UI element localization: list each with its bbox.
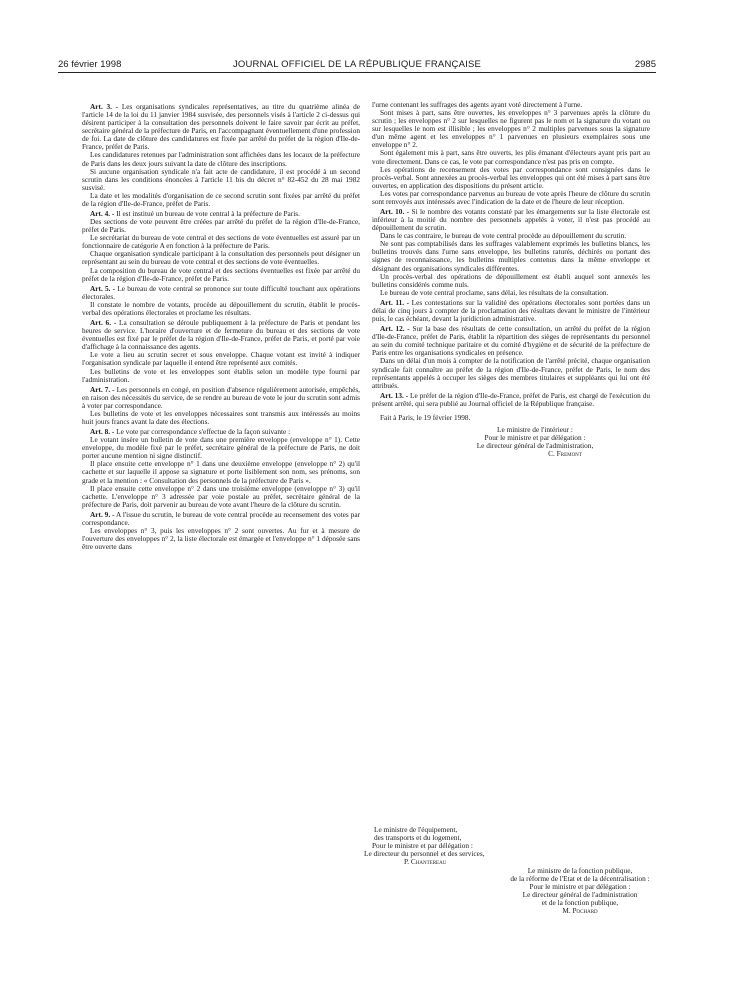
- article-label: Art. 4. -: [90, 209, 115, 219]
- header-rule: [58, 72, 656, 73]
- paragraph-text: Les organisations syndicales représentatives, au titre du quatrième alinéa de l'article 14 de la loi du 11 janvier 1984 susvisée, des personnels visés à l'article 2 ci-dessus qui désirent participer à la consultation des personnels doivent le faire savoir par écrit au préfet, secrétaire général de la préfecture de Paris, en l'accompagnant éventuellement d'une profession de foi. La date de clôture des candidatures est fixée par arrêté du préfet de la région d'Ile-de-France, préfet de Paris.: [82, 102, 360, 152]
- article-label: Art. 11. -: [380, 297, 410, 307]
- body-paragraph: [82, 267, 360, 283]
- paragraph-text: Dans un délai d'un mois à compter de la notification de l'arrêté précité, chaque organisation syndicale fait connaître au préfet de la région d'Ile-de-France, préfet de Paris, le nom des représentants appelés à occuper les sièges des membres titulaires et suppléants qui lui ont été attribués.: [372, 356, 650, 390]
- article-label: Art. 6. -: [90, 318, 117, 328]
- paragraph-text: Les votes par correspondance parvenus au bureau de vote après l'heure de clôture du scrutin sont renvoyés aux intéressés avec l'indication de la date et de l'heure de leur réception.: [372, 188, 650, 206]
- body-paragraph: [372, 273, 650, 289]
- article-label: Art. 12. -: [380, 324, 410, 334]
- article-paragraph: [82, 285, 360, 301]
- paragraph-text: Il constate le nombre de votants, procède au dépouillement du scrutin, établit le procès-verbal des opérations électorales et proclame les résultats.: [82, 299, 360, 317]
- article-paragraph: [82, 386, 360, 410]
- signature-interior: [372, 426, 650, 458]
- body-paragraph: [82, 460, 360, 484]
- paragraph-text: Le préfet de la région d'Ile-de-France, préfet de Paris, est chargé de l'exécution du présent arrêté, qui sera publié au Journal officiel de la République française.: [372, 390, 650, 408]
- paragraph-text: Les contestations sur la validité des opérations électorales sont portées dans un délai de cinq jours à compter de la proclamation des résultats devant le ministre de l'intérieur puis, le cas échéant, devant la juridiction administrative.: [372, 297, 650, 324]
- paragraph-text: La date et les modalités d'organisation de ce second scrutin sont fixées par arrêté du préfet de la région d'Ile-de-France, préfet de Paris.: [82, 190, 360, 208]
- signature-equipment: [364, 825, 524, 867]
- article-label: Art. 13. -: [380, 390, 409, 400]
- paragraph-text: Sur la base des résultats de cette consultation, un arrêté du préfet de la région d'Ile-de-France, préfet de Paris, établit la répartition des sièges de représentants du personnel au sein du comité technique paritaire et du comité d'hygiène et de sécurité de la préfecture de Paris entre les organisations syndicales en présence.: [372, 324, 651, 358]
- article-paragraph: [82, 319, 360, 351]
- paragraph-text: Le vote par correspondance s'effectue de la façon suivante :: [116, 427, 291, 437]
- header-page-number: 2985: [634, 59, 656, 70]
- article-paragraph: [372, 208, 650, 232]
- paragraph-text: Le bureau de vote central se prononce sur toute difficulté touchant aux opérations électorales.: [82, 283, 360, 301]
- header-journal-title: JOURNAL OFFICIEL DE LA RÉPUBLIQUE FRANÇAISE: [232, 59, 482, 70]
- sig2-line4: Le directeur du personnel et des services,: [364, 849, 485, 859]
- right-column: [372, 101, 650, 458]
- sig3-line2: de la réforme de l'Etat et de la décentralisation :: [510, 874, 650, 884]
- paragraph-text: Le secrétariat du bureau de vote central et des sections de vote éventuelles est assuré par un fonctionnaire de catégorie A en fonction à la préfecture de Paris.: [82, 233, 360, 251]
- article-label: Art. 8. -: [90, 427, 115, 437]
- sig3-line4: Le directeur général de l'administration: [522, 890, 638, 900]
- sig2-line3: Pour le ministre et par délégation :: [372, 841, 473, 851]
- paragraph-text: Sont également mis à part, sans être ouverts, les plis émanant d'électeurs ayant pris part au vote directement. Dans ce cas, le vote par correspondance n'est pas pris en compte.: [372, 148, 650, 166]
- body-paragraph: [82, 218, 360, 234]
- sig2-name: P. Chantereau: [404, 857, 447, 867]
- body-paragraph: [372, 357, 650, 389]
- body-paragraph: [372, 149, 650, 165]
- body-paragraph: [82, 151, 360, 167]
- article-label: Art. 7. -: [90, 384, 115, 394]
- paragraph-text: Il est institué un bureau de vote central à la préfecture de Paris.: [116, 209, 300, 219]
- paragraph-text: Les bulletins de vote et les enveloppes nécessaires sont transmis aux intéressés au moins huit jours francs avant la date des élections.: [82, 408, 360, 426]
- article-paragraph: [372, 392, 650, 408]
- sig3-name: M. Pochard: [562, 906, 598, 916]
- paragraph-text: Les enveloppes n° 3, puis les enveloppes n° 2 sont ouvertes. Au fur et à mesure de l'ouverture des enveloppes n° 2, la liste électorale est émargée et l'enveloppe n° 1 déposée sans être ouverte dans: [82, 525, 360, 552]
- sig1-line3: Le directeur général de l'administration,: [476, 441, 594, 451]
- sig2-line2: des transports et du logement,: [374, 833, 462, 843]
- body-paragraph: [82, 250, 360, 266]
- article-paragraph: [82, 103, 360, 151]
- paragraph-text: Chaque organisation syndicale participant à la consultation des personnels peut désigner un représentant au sein du bureau de vote central et des sections de vote éventuelles.: [82, 249, 360, 267]
- body-paragraph: [82, 301, 360, 317]
- body-paragraph: [372, 289, 650, 297]
- sig2-line1: Le ministre de l'équipement,: [374, 825, 458, 834]
- sig3-line1: Le ministre de la fonction publique,: [527, 866, 633, 875]
- sig3-line3: Pour le ministre et par délégation :: [529, 882, 631, 892]
- paragraph-text: Dans le cas contraire, le bureau de vote central procède au dépouillement du scrutin.: [380, 231, 627, 241]
- paragraph-text: Ne sont pas comptabilisés dans les suffrages valablement exprimés les bulletins blancs, les bulletins trouvés dans l'urne sans enveloppe, les bulletins raturés, déchirés ou portant des signes de reconnaissance, les bulletins multiples contenus dans la même enveloppe et désignant des organisations syndicales différentes.: [372, 239, 650, 273]
- article-label: Art. 3. -: [90, 102, 119, 111]
- paragraph-text: Le votant insère un bulletin de vote dans une première enveloppe (enveloppe n° 1). Cette enveloppe, du modèle fixé par le préfet, secrétaire général de la préfecture de Paris, ne doit porter aucune mention ni signe distinctif.: [82, 435, 360, 461]
- paragraph-text: Les bulletins de vote et les enveloppes sont établis selon un modèle type fourni par l'administration.: [82, 366, 360, 384]
- body-paragraph: [82, 168, 360, 192]
- article-paragraph: [372, 325, 650, 357]
- paragraph-text: Un procès-verbal des opérations de dépouillement est établi auquel sont annexés les bulletins considérés comme nuls.: [372, 271, 650, 289]
- article-label: Art. 9. -: [90, 509, 115, 519]
- body-paragraph: [372, 190, 650, 206]
- header-date: 26 février 1998: [58, 59, 122, 70]
- sig1-line2: Pour le ministre et par délégation :: [484, 433, 586, 443]
- page-header: [58, 59, 656, 71]
- body-paragraph: [82, 368, 360, 384]
- paragraph-text: l'urne contenant les suffrages des agents ayant voté directement à l'urne.: [372, 100, 583, 109]
- body-paragraph: [372, 109, 650, 149]
- paragraph-text: Le bureau de vote central proclame, sans délai, les résultats de la consultation.: [380, 287, 609, 297]
- sig1-line1: Le ministre de l'intérieur :: [497, 424, 573, 434]
- paragraph-text: Il place ensuite cette enveloppe n° 1 dans une deuxième enveloppe (enveloppe n° 2) qu'il cachette et sur laquelle il appose sa signature et porte lisiblement son nom, ses prénoms, son grade et la mention : « Consultation des personnels de la préfecture de Paris ».: [82, 459, 360, 485]
- article-paragraph: [372, 299, 650, 323]
- paragraph-text: La consultation se déroule publiquement à la préfecture de Paris et pendant les heures de service. L'horaire d'ouverture et de fermeture du bureau et des sections de vote éventuelles est fixé par le préfet de la région d'Ile-de-France, préfet de Paris, et porté par voie d'affichage à la connaissance des agents.: [82, 318, 360, 352]
- paragraph-text: Les candidatures retenues par l'administration sont affichées dans les locaux de la préfecture de Paris dans les deux jours suivant la date de clôture des inscriptions.: [82, 150, 360, 168]
- signature-fonction-publique: [460, 867, 700, 916]
- article-label: Art. 10. -: [380, 207, 410, 217]
- paragraph-text: Les personnels en congé, en position d'absence régulièrement autorisée, empêchés, en raison des nécessités du service, de se rendre au bureau de vote le jour du scrutin sont admis à voter par correspondance.: [82, 384, 360, 410]
- article-paragraph: [82, 511, 360, 527]
- paragraph-text: Des sections de vote peuvent être créées par arrêté du préfet de la région d'Ile-de-France, préfet de Paris.: [82, 217, 360, 235]
- body-paragraph: [82, 485, 360, 509]
- body-paragraph: [82, 234, 360, 250]
- closing-line: Fait à Paris, le 19 février 1998.: [380, 412, 471, 422]
- paragraph-text: La composition du bureau de vote central et des sections éventuelles est fixée par arrêté du préfet de la région d'Ile-de-France, préfet de Paris.: [82, 265, 360, 283]
- paragraph-text: Le vote a lieu au scrutin secret et sous enveloppe. Chaque votant est invité à indiquer l'organisation syndicale par laquelle il entend être représenté aux comités.: [82, 350, 360, 368]
- body-paragraph: [82, 527, 360, 551]
- paragraph-text: Il place ensuite cette enveloppe n° 2 dans une troisième enveloppe (enveloppe n° 3) qu'il cachette. L'enveloppe n° 3 adressée par voie postale au préfet, secrétaire général de la préfecture de Paris, doit parvenir au bureau de vote avant l'heure de la clôture du scrutin.: [82, 483, 360, 509]
- paragraph-text: Si aucune organisation syndicale n'a fait acte de candidature, il est procédé à un second scrutin dans les conditions énoncées à l'article 11 bis du décret n° 82-452 du 28 mai 1982 susvisé.: [82, 166, 360, 192]
- body-paragraph: [82, 436, 360, 460]
- paragraph-text: Si le nombre des votants constaté par les émargements sur la liste électorale est inférieur à la moitié du nombre des personnels appelés à voter, il n'est pas procédé au dépouillement du scrutin.: [372, 207, 650, 233]
- paragraph-text: Les opérations de recensement des votes par correspondance sont consignées dans le procès-verbal. Sont annexées au procès-verbal les enveloppes qui ont été mises à part sans être ouvertes, en application des dispositions du présent article.: [372, 164, 650, 190]
- body-paragraph: [372, 166, 650, 190]
- body-paragraph: [82, 351, 360, 367]
- body-paragraph: [372, 240, 650, 272]
- left-column: [82, 101, 360, 551]
- paragraph-text: Sont mises à part, sans être ouvertes, les enveloppes n° 3 parvenues après la clôture du scrutin ; les enveloppes n° 2 sur lesquelles ne figurent pas le nom et la signature du votant ou sur lesquelles le nom est illisible ; les enveloppes n° 2 multiples parvenues sous la signature d'un même agent et les enveloppes n° 1 parvenues en plusieurs exemplaires sous une enveloppe n° 2.: [372, 108, 650, 150]
- body-paragraph: [82, 192, 360, 208]
- sig3-line5: et de la fonction publique,: [541, 898, 619, 908]
- body-paragraph: [82, 410, 360, 426]
- right-paragraphs: [372, 101, 650, 408]
- paragraph-text: A l'issue du scrutin, le bureau de vote central procède au recensement des votes par correspondance.: [82, 509, 361, 527]
- article-label: Art. 5. -: [90, 283, 116, 293]
- sig1-name: C. Fremont: [548, 449, 582, 459]
